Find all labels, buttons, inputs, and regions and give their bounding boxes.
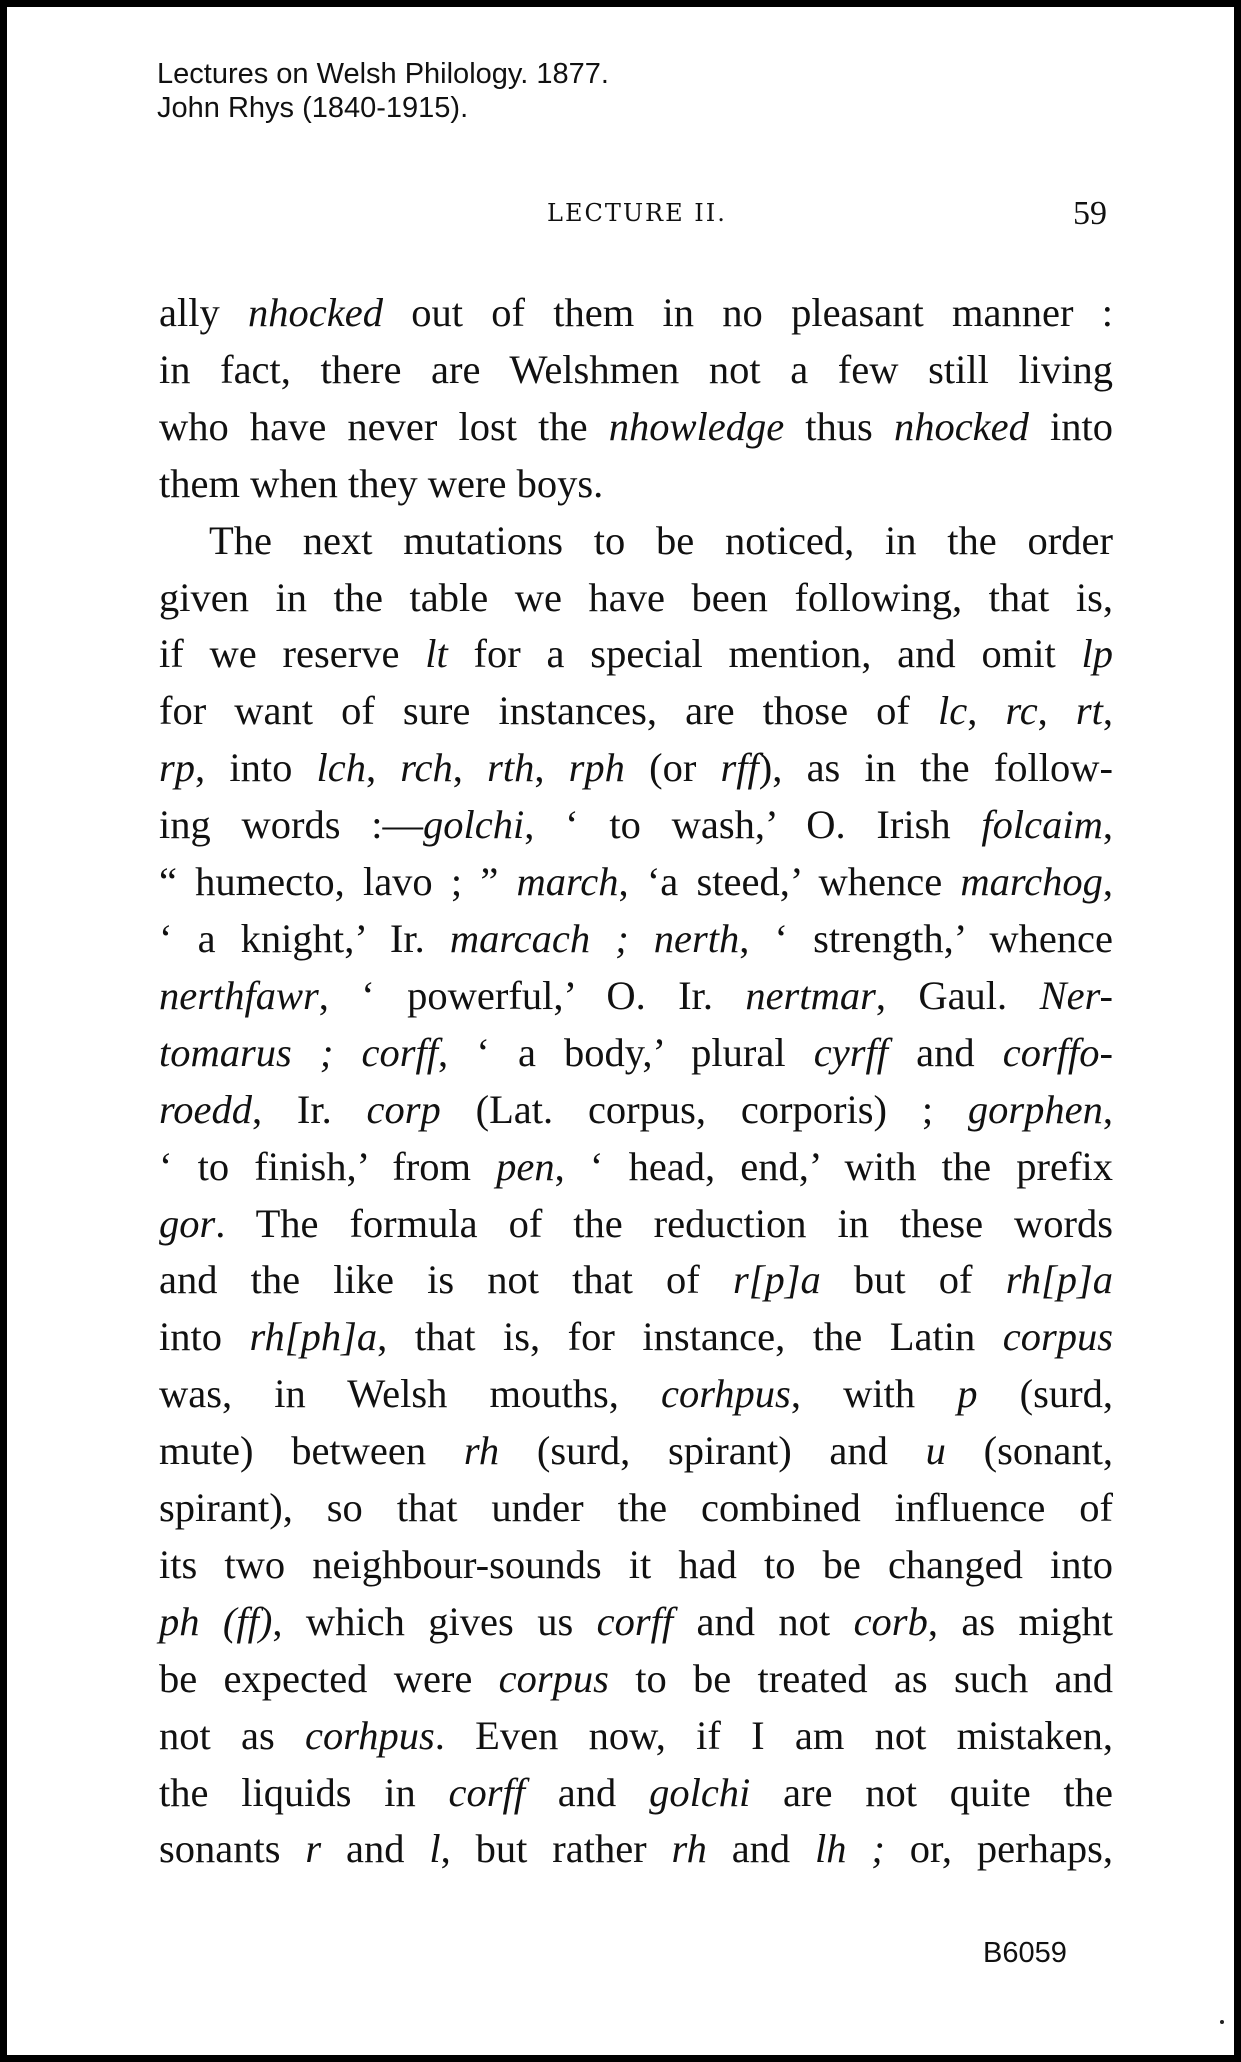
text-run: , as might bbox=[927, 1598, 1114, 1644]
italic-term: tomarus ; corff bbox=[159, 1029, 439, 1075]
text-run: (surd, bbox=[977, 1371, 1113, 1417]
text-run: , bbox=[1102, 802, 1113, 848]
text-run: (surd, spirant) and bbox=[499, 1428, 926, 1474]
text-line bbox=[159, 1025, 1113, 1082]
italic-term: Ner- bbox=[1039, 972, 1114, 1018]
text-run: or, perhaps, bbox=[884, 1826, 1113, 1872]
text-run: in fact, there are Welshmen not a few still living bbox=[159, 346, 1113, 392]
text-run: , bbox=[1102, 859, 1113, 905]
text-line bbox=[159, 911, 1113, 968]
text-run: out of them in no pleasant manner : bbox=[382, 290, 1114, 335]
italic-term: corpus bbox=[1002, 1314, 1113, 1360]
italic-term: rp bbox=[159, 745, 196, 791]
text-run: , bbox=[1102, 1086, 1113, 1132]
text-run: . Even now, if I am not mistaken, bbox=[434, 1712, 1113, 1758]
text-run: (or bbox=[624, 745, 721, 791]
italic-term: ph (ff) bbox=[159, 1598, 273, 1644]
italic-term: pen bbox=[496, 1143, 555, 1189]
text-run: spirant), so that under the combined influence of bbox=[159, 1485, 1113, 1531]
text-run: ‘ to finish,’ from bbox=[159, 1143, 497, 1189]
italic-term: l bbox=[429, 1826, 441, 1872]
italic-term: corp bbox=[366, 1086, 441, 1132]
source-note bbox=[157, 57, 609, 125]
italic-term: corb bbox=[853, 1598, 928, 1644]
body-text bbox=[159, 285, 1113, 1878]
italic-term: marchog bbox=[960, 859, 1103, 905]
italic-term: nertmar bbox=[745, 972, 876, 1018]
text-run: , ‘ strength,’ whence bbox=[739, 915, 1114, 961]
text-run: ally bbox=[159, 290, 249, 335]
text-run: The next mutations to be noticed, in the order bbox=[209, 517, 1113, 563]
text-run: . The formula of the reduction in these words bbox=[215, 1200, 1113, 1246]
text-line bbox=[159, 399, 1113, 456]
text-run: not as bbox=[159, 1712, 306, 1758]
text-run: was, in Welsh mouths, bbox=[159, 1371, 662, 1417]
text-run: if we reserve bbox=[159, 631, 426, 677]
text-run: who have never lost the bbox=[159, 403, 609, 449]
text-line bbox=[159, 683, 1113, 740]
italic-term: rh[p]a bbox=[1005, 1257, 1113, 1303]
text-run: mute) between bbox=[159, 1428, 464, 1474]
italic-term: gor bbox=[159, 1200, 216, 1246]
italic-term: nhowledge bbox=[608, 403, 785, 449]
italic-term: corff bbox=[596, 1598, 674, 1644]
text-run: and bbox=[321, 1826, 430, 1872]
text-line bbox=[159, 1651, 1113, 1708]
text-run: and bbox=[888, 1029, 1003, 1075]
running-head-title: LECTURE II. bbox=[547, 199, 727, 227]
text-run: “ humecto, lavo ; ” bbox=[159, 859, 517, 905]
catalog-number: B6059 bbox=[983, 1937, 1067, 1969]
italic-term: rt bbox=[1075, 688, 1103, 734]
italic-term: lch bbox=[316, 745, 366, 791]
italic-term: marcach ; nerth bbox=[449, 915, 740, 961]
text-run: them when they were boys. bbox=[159, 460, 604, 506]
italic-term: rff bbox=[720, 745, 759, 791]
text-line bbox=[159, 797, 1113, 854]
text-run: into bbox=[1028, 403, 1113, 449]
italic-term: rth bbox=[487, 745, 535, 791]
italic-term: golchi bbox=[423, 802, 525, 848]
text-run: thus bbox=[784, 403, 894, 449]
italic-term: r[p]a bbox=[732, 1257, 821, 1303]
text-line bbox=[159, 1480, 1113, 1537]
text-line bbox=[159, 1252, 1113, 1309]
italic-term: roedd bbox=[159, 1086, 252, 1132]
text-run: , bbox=[365, 745, 401, 791]
source-title: Lectures on Welsh Philology. 1877. bbox=[157, 58, 609, 90]
text-line bbox=[159, 1309, 1113, 1366]
text-run: , with bbox=[790, 1371, 958, 1417]
text-line bbox=[159, 740, 1113, 797]
text-run: the liquids in bbox=[159, 1769, 449, 1815]
text-run: for want of sure instances, are those of bbox=[159, 688, 938, 734]
text-run: ‘ a knight,’ Ir. bbox=[159, 915, 450, 961]
italic-term: u bbox=[925, 1428, 946, 1474]
scan-speck bbox=[1220, 2020, 1224, 2024]
text-run: to be treated as such and bbox=[608, 1655, 1113, 1701]
text-line bbox=[159, 1423, 1113, 1480]
text-run: (sonant, bbox=[945, 1428, 1113, 1474]
running-head bbox=[7, 195, 1241, 235]
text-run: and bbox=[525, 1769, 650, 1815]
text-run: ing words :— bbox=[159, 802, 424, 848]
italic-term: gorphen bbox=[967, 1086, 1103, 1132]
text-run: and the like is not that of bbox=[159, 1257, 733, 1303]
text-run: and not bbox=[673, 1598, 854, 1644]
text-line bbox=[159, 626, 1113, 683]
italic-term: folcaim bbox=[981, 802, 1103, 848]
italic-term: nhocked bbox=[248, 290, 383, 335]
italic-term: corhpus bbox=[661, 1371, 791, 1417]
italic-term: lt bbox=[425, 631, 448, 677]
italic-term: lp bbox=[1081, 631, 1113, 677]
text-line bbox=[159, 968, 1113, 1025]
italic-term: rh bbox=[463, 1428, 500, 1474]
text-line bbox=[159, 1821, 1113, 1878]
italic-term: rph bbox=[568, 745, 625, 791]
italic-term: nerthfawr bbox=[159, 972, 319, 1018]
text-run: , Gaul. bbox=[875, 972, 1040, 1018]
text-line bbox=[159, 1196, 1113, 1253]
text-run: (Lat. corpus, corporis) ; bbox=[440, 1086, 968, 1132]
italic-term: rch bbox=[400, 745, 453, 791]
italic-term: corffo- bbox=[1002, 1029, 1114, 1075]
text-run: into bbox=[159, 1314, 250, 1360]
text-run: , bbox=[967, 688, 1006, 734]
text-line bbox=[159, 1537, 1113, 1594]
text-line bbox=[159, 1366, 1113, 1423]
italic-term: p bbox=[957, 1371, 978, 1417]
italic-term: rc bbox=[1005, 688, 1038, 734]
text-run: , which gives us bbox=[272, 1598, 597, 1644]
text-run: , into bbox=[195, 745, 317, 791]
text-run: , but rather bbox=[440, 1826, 672, 1872]
text-run: , ‘ head, end,’ with the prefix bbox=[554, 1143, 1113, 1189]
italic-term: lc bbox=[938, 688, 968, 734]
text-run: , bbox=[534, 745, 569, 791]
text-line bbox=[159, 1765, 1113, 1822]
text-run: , ‘ powerful,’ O. Ir. bbox=[318, 972, 746, 1018]
text-line bbox=[159, 570, 1113, 627]
italic-term: rh bbox=[671, 1826, 707, 1872]
italic-term: r bbox=[305, 1826, 322, 1872]
text-run: and bbox=[706, 1826, 816, 1872]
italic-term: golchi bbox=[649, 1769, 751, 1815]
italic-term: corff bbox=[448, 1769, 526, 1815]
text-line bbox=[159, 1594, 1113, 1651]
text-run: are not quite the bbox=[750, 1769, 1114, 1815]
text-run: but of bbox=[820, 1257, 1006, 1303]
text-run: its two neighbour-sounds it had to be changed into bbox=[159, 1541, 1113, 1587]
source-author: John Rhys (1840-1915). bbox=[157, 92, 469, 124]
text-run: be expected were bbox=[159, 1655, 499, 1701]
text-line bbox=[159, 513, 1113, 570]
text-run: , Ir. bbox=[251, 1086, 367, 1132]
italic-term: nhocked bbox=[893, 403, 1029, 449]
text-run: ), as in the follow- bbox=[758, 745, 1114, 791]
text-run: , ‘ a body,’ plural bbox=[438, 1029, 814, 1075]
text-run: , bbox=[1037, 688, 1076, 734]
italic-term: cyrff bbox=[813, 1029, 889, 1075]
text-run: , bbox=[452, 745, 488, 791]
text-run: , ‘a steed,’ whence bbox=[618, 859, 961, 905]
text-line bbox=[159, 1139, 1113, 1196]
text-line bbox=[159, 285, 1113, 342]
text-line bbox=[159, 1708, 1113, 1765]
text-run: , ‘ to wash,’ O. Irish bbox=[524, 802, 982, 848]
text-line bbox=[159, 854, 1113, 911]
text-run: , that is, for instance, the Latin bbox=[377, 1314, 1003, 1360]
text-line bbox=[159, 456, 1113, 513]
italic-term: march bbox=[516, 859, 619, 905]
text-line bbox=[159, 342, 1113, 399]
text-run: for a special mention, and omit bbox=[447, 631, 1082, 677]
text-run: sonants bbox=[159, 1826, 306, 1872]
italic-term: corpus bbox=[498, 1655, 609, 1701]
italic-term: corhpus bbox=[305, 1712, 435, 1758]
page-number: 59 bbox=[1073, 195, 1107, 232]
text-line bbox=[159, 1082, 1113, 1139]
italic-term: lh ; bbox=[815, 1826, 885, 1872]
text-run: , bbox=[1102, 688, 1114, 734]
italic-term: rh[ph]a bbox=[249, 1314, 378, 1360]
text-run: given in the table we have been following, that is, bbox=[159, 574, 1113, 620]
